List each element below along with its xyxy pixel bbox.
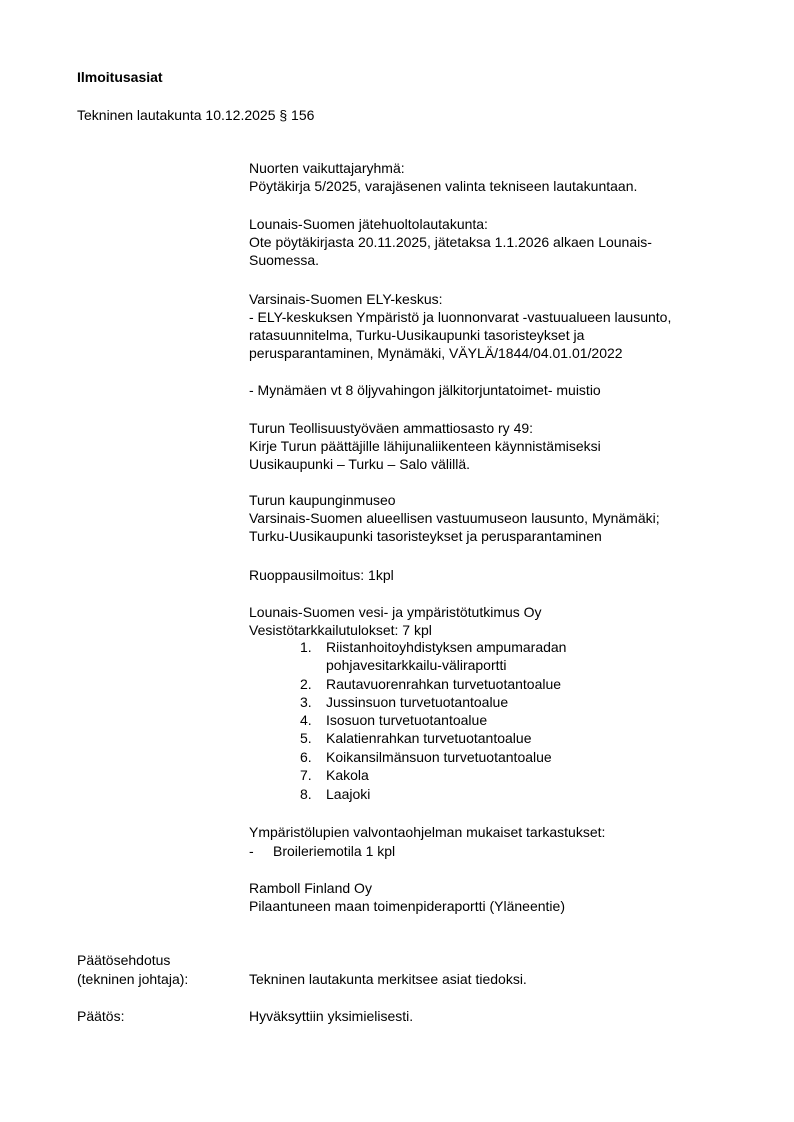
list-item <box>300 639 566 655</box>
list-text: Koikansilmänsuon turvetuotantoalue <box>326 749 552 765</box>
decision-text: Hyväksyttiin yksimielisesti. <box>249 1008 414 1024</box>
section-teollisuus <box>249 419 601 473</box>
section-subtitle: Vesistötarkkailutulokset: 7 kpl <box>249 622 432 638</box>
section-museo <box>249 491 660 545</box>
decision-label: Päätös: <box>77 1008 125 1024</box>
list-text: Riistanhoitoyhdistyksen ampumaradan <box>326 639 567 655</box>
list-item-continuation: pohjavesitarkkailu-väliraportti <box>326 657 507 673</box>
list-item <box>300 730 531 746</box>
section-line: Kirje Turun päättäjille lähijunaliikenteen käynnistämiseksi <box>249 438 601 454</box>
section-line: Turku-Uusikaupunki tasoristeykset ja perusparantaminen <box>249 528 602 544</box>
list-number: 5. <box>300 730 312 746</box>
meeting-ref: Tekninen lautakunta 10.12.2025 § 156 <box>77 107 315 123</box>
list-number: 7. <box>300 767 312 783</box>
list-item <box>300 786 370 802</box>
section-line: Varsinais-Suomen alueellisen vastuumuseon lausunto, Mynämäki; <box>249 510 660 526</box>
list-item <box>300 694 508 710</box>
list-item <box>300 676 561 692</box>
section-nuorten <box>249 159 637 195</box>
section-line: ratasuunnitelma, Turku-Uusikaupunki tasoristeykset ja <box>249 327 585 343</box>
list-item <box>300 767 369 783</box>
section-line: Pilaantuneen maan toimenpideraportti (Yläneentie) <box>249 898 565 914</box>
list-text: Rautavuorenrahkan turvetuotantoalue <box>326 676 562 692</box>
section-org: Varsinais-Suomen ELY-keskus: <box>249 291 443 307</box>
section-jatehuolto <box>249 215 652 269</box>
section-org: Lounais-Suomen jätehuoltolautakunta: <box>249 216 488 232</box>
list-text: Jussinsuon turvetuotantoalue <box>326 694 509 710</box>
section-line: Pöytäkirja 5/2025, varajäsenen valinta tekniseen lautakuntaan. <box>249 178 638 194</box>
list-number: 6. <box>300 749 312 765</box>
valvonta-item: Broileriemotila 1 kpl <box>273 843 396 859</box>
section-vesi <box>249 603 542 639</box>
valvonta-org: Ympäristölupien valvontaohjelman mukaiset tarkastukset: <box>249 824 606 840</box>
list-number: 4. <box>300 712 312 728</box>
section-ely <box>249 290 671 362</box>
list-number: 3. <box>300 694 312 710</box>
proposal-role: (tekninen johtaja): <box>77 971 189 987</box>
section-line: Uusikaupunki – Turku – Salo välillä. <box>249 456 471 472</box>
list-item <box>300 749 552 765</box>
proposal-label: Päätösehdotus <box>77 952 171 968</box>
section-org: Lounais-Suomen vesi- ja ympäristötutkimus Oy <box>249 604 542 620</box>
proposal-text: Tekninen lautakunta merkitsee asiat tiedoksi. <box>249 971 527 987</box>
list-text: Kalatienrahkan turvetuotantoalue <box>326 730 532 746</box>
ruoppaus: Ruoppausilmoitus: 1kpl <box>249 567 394 583</box>
valvonta-dash: - <box>249 843 254 859</box>
list-number: 1. <box>300 639 312 655</box>
section-line: Ote pöytäkirjasta 20.11.2025, jätetaksa 1.1.2026 alkaen Lounais- <box>249 234 652 250</box>
section-line: - ELY-keskuksen Ympäristö ja luonnonvarat -vastuualueen lausunto, <box>249 309 672 325</box>
section-ramboll <box>249 879 565 915</box>
section-org: Ramboll Finland Oy <box>249 880 372 896</box>
list-number: 8. <box>300 786 312 802</box>
section-line: Suomessa. <box>249 252 320 268</box>
ely-extra: - Mynämäen vt 8 öljyvahingon jälkitorjuntatoimet- muistio <box>249 382 601 398</box>
list-text: Isosuon turvetuotantoalue <box>326 712 488 728</box>
section-org: Turun kaupunginmuseo <box>249 492 396 508</box>
list-text: Laajoki <box>326 786 371 802</box>
section-org: Turun Teollisuustyöväen ammattiosasto ry 49: <box>249 420 534 436</box>
section-line: perusparantaminen, Mynämäki, VÄYLÄ/1844/04.01.01/2022 <box>249 345 623 361</box>
list-number: 2. <box>300 676 312 692</box>
heading: Ilmoitusasiat <box>77 69 163 85</box>
list-text: Kakola <box>326 767 369 783</box>
section-org: Nuorten vaikuttajaryhmä: <box>249 160 405 176</box>
list-item <box>300 712 487 728</box>
